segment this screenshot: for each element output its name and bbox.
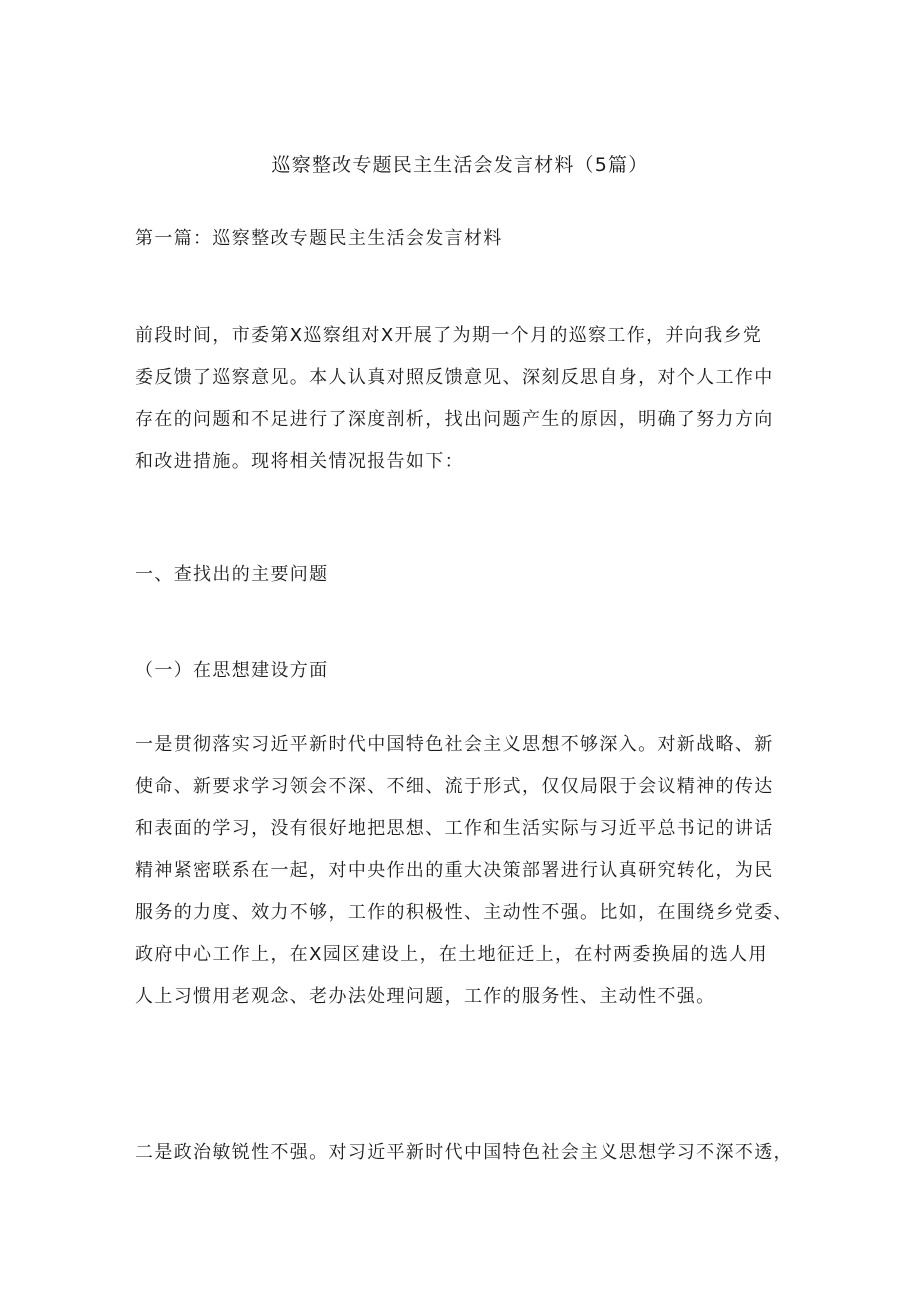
paragraph-line: 和表面的学习，没有很好地把思想、工作和生活实际与习近平总书记的讲话 xyxy=(135,818,774,839)
section-heading: 一、查找出的主要问题 xyxy=(135,564,329,585)
intro-paragraph xyxy=(135,315,825,483)
chapter-heading: 第一篇：巡察整改专题民主生活会发言材料 xyxy=(135,228,503,249)
subsection-heading: （一）在思想建设方面 xyxy=(135,660,329,681)
point-one-paragraph xyxy=(135,724,825,1018)
document-title: 巡察整改专题民主生活会发言材料（5篇） xyxy=(271,154,649,176)
paragraph-line: 服务的力度、效力不够，工作的积极性、主动性不强。比如，在围绕乡党委、 xyxy=(135,902,793,923)
paragraph-line: 前段时间，市委第X巡察组对X开展了为期一个月的巡察工作，并向我乡党 xyxy=(135,325,763,346)
paragraph-line: 一是贯彻落实习近平新时代中国特色社会主义思想不够深入。对新战略、新 xyxy=(135,734,774,755)
paragraph-line: 委反馈了巡察意见。本人认真对照反馈意见、深刻反思自身，对个人工作中 xyxy=(135,367,774,388)
paragraph-line: 精神紧密联系在一起，对中央作出的重大决策部署进行认真研究转化，为民 xyxy=(135,860,774,881)
paragraph-line: 政府中心工作上，在X园区建设上，在土地征迁上，在村两委换届的选人用 xyxy=(135,944,768,965)
paragraph-line: 使命、新要求学习领会不深、不细、流于形式，仅仅局限于会议精神的传达 xyxy=(135,776,774,797)
point-two-line: 二是政治敏锐性不强。对习近平新时代中国特色社会主义思想学习不深不透， xyxy=(135,1142,793,1163)
paragraph-line: 存在的问题和不足进行了深度剖析，找出问题产生的原因，明确了努力方向 xyxy=(135,409,774,430)
paragraph-line: 人上习惯用老观念、老办法处理问题，工作的服务性、主动性不强。 xyxy=(135,986,716,1007)
paragraph-line: 和改进措施。现将相关情况报告如下： xyxy=(135,451,464,472)
